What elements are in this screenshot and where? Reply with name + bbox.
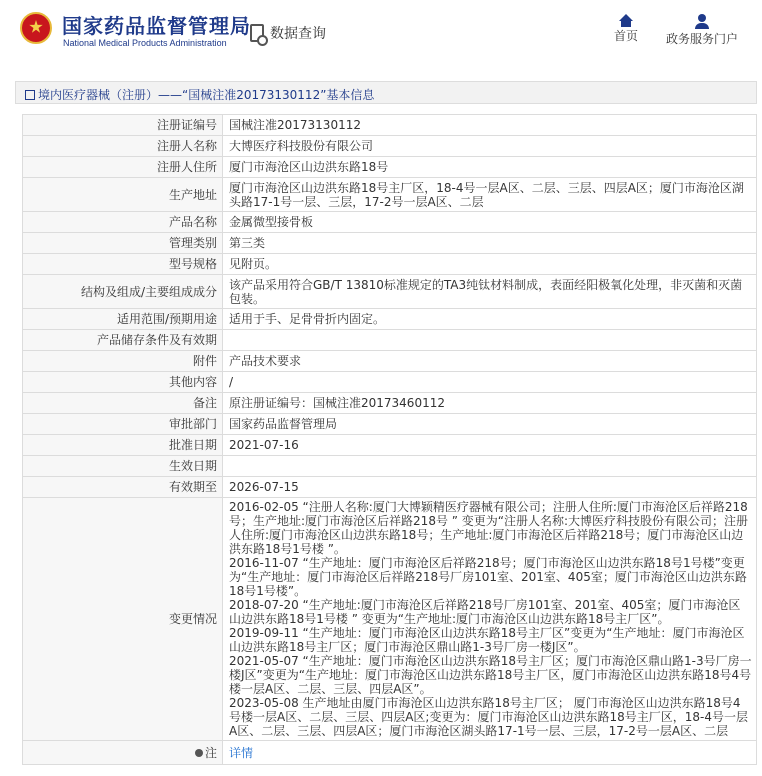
field-label: 适用范围/预期用途 xyxy=(23,309,223,330)
site-name[interactable]: 国家药品监督管理局 xyxy=(62,14,251,38)
table-row xyxy=(23,254,757,275)
change-history-text: 2016-02-05 “注册人名称:厦门大博颖精医疗器械有限公司；注册人住所:厦门市海沧区后祥路218号；生产地址:厦门市海沧区后祥路218号 ” 变更为“注册人名称:大博医疗科技股份有限公司；注册人住所:厦门市海沧区山边洪东路18号；生产地址:厦门市海沧区后祥路218号；厦门市海沧区山边洪东路18号1号楼 ”。 2016-11-07 “生产地址：厦门市海沧区后祥路218号；厦门市海沧区山边洪东路18号1号楼”变更为“生产地址：厦门市海沧区后祥路218号厂房101室、201室、405室；厦门市海沧区山边洪东路18号1号楼”。 2018-07-20 “生产地址:厦门市海沧区后祥路218号厂房101室、201室、405室；厦门市海沧区山边洪东路18号1号楼 ” 变更为“生产地址:厦门市海沧区山边洪东路18号主厂区”。 2019-09-11 “生产地址：厦门市海沧区山边洪东路18号主厂区”变更为“生产地址：厦门市海沧区山边洪东路18号主厂区；厦门市海沧区鼎山路1-3号厂房一楼J区”。 2021-05-07 “生产地址：厦门市海沧区山边洪东路18号主厂区；厦门市海沧区鼎山路1-3号厂房一楼J区”变更为“生产地址：厦门市海沧区山边洪东路18号主厂区，厦门市海沧区山边洪东路18号4号楼一层A区、二层、三层、四层A区”。 2023-05-08 生产地址由厦门市海沧区山边洪东路18号主厂区； 厦门市海沧区山边洪东路18号4号楼一层A区、二层、三层、四层A区;变更为：厦门市海沧区山边洪东路18号主厂区，18-4号一层A区、二层、三层、四层A区；厦门市海沧区湖头路17-1号一层、三层，17-2号一层A区、二层 xyxy=(223,498,757,741)
table-row xyxy=(23,393,757,414)
note-value xyxy=(223,741,757,765)
field-label: 审批部门 xyxy=(23,414,223,435)
site-name-english: National Medical Products Administration xyxy=(63,38,227,48)
field-value: 该产品采用符合GB/T 13810标准规定的TA3纯钛材料制成，表面经阳极氧化处理，非灭菌和灭菌包装。 xyxy=(223,275,757,309)
nav-service-portal[interactable] xyxy=(660,14,744,47)
field-value: 第三类 xyxy=(223,233,757,254)
table-row xyxy=(23,330,757,351)
field-label: 注册证编号 xyxy=(23,115,223,136)
field-label: 有效期至 xyxy=(23,477,223,498)
field-value: 产品技术要求 xyxy=(223,351,757,372)
field-value: 金属微型接骨板 xyxy=(223,212,757,233)
field-label: 管理类别 xyxy=(23,233,223,254)
details-link[interactable]: 详情 xyxy=(229,745,254,760)
field-label: 结构及组成/主要组成成分 xyxy=(23,275,223,309)
table-row xyxy=(23,115,757,136)
home-icon xyxy=(619,14,633,21)
field-value: 见附页。 xyxy=(223,254,757,275)
data-query-link[interactable]: 数据查询 xyxy=(270,26,326,42)
field-value xyxy=(223,330,757,351)
field-label: 产品名称 xyxy=(23,212,223,233)
field-value xyxy=(223,456,757,477)
field-label: 其他内容 xyxy=(23,372,223,393)
field-value: 厦门市海沧区山边洪东路18号主厂区，18-4号一层A区、二层、三层、四层A区；厦门市海沧区湖头路17-1号一层、三层，17-2号一层A区、二层 xyxy=(223,178,757,212)
field-label: 生产地址 xyxy=(23,178,223,212)
table-row xyxy=(23,157,757,178)
field-value: 2021-07-16 xyxy=(223,435,757,456)
nav-service-label: 政务服务门户 xyxy=(665,32,738,46)
table-row xyxy=(23,435,757,456)
field-label: 生效日期 xyxy=(23,456,223,477)
field-value: 国家药品监督管理局 xyxy=(223,414,757,435)
field-label: 注册人住所 xyxy=(23,157,223,178)
pin-icon xyxy=(195,749,203,757)
breadcrumb xyxy=(15,81,757,104)
user-icon xyxy=(698,14,706,22)
field-label: 产品储存条件及有效期 xyxy=(23,330,223,351)
field-value: 原注册证编号：国械注准20173460112 xyxy=(223,393,757,414)
field-value: 2026-07-15 xyxy=(223,477,757,498)
table-row xyxy=(23,351,757,372)
table-row xyxy=(23,178,757,212)
field-label: 变更情况 xyxy=(23,498,223,741)
nav-home[interactable] xyxy=(606,14,646,44)
table-row-changes xyxy=(23,498,757,741)
field-value: 大博医疗科技股份有限公司 xyxy=(223,136,757,157)
table-row xyxy=(23,136,757,157)
table-row xyxy=(23,212,757,233)
table-row xyxy=(23,275,757,309)
nav-home-label: 首页 xyxy=(613,29,638,43)
breadcrumb-text: 境内医疗器械（注册）——“国械注准20173130112”基本信息 xyxy=(38,88,375,102)
document-icon xyxy=(25,90,35,100)
table-row-note xyxy=(23,741,757,765)
table-row xyxy=(23,233,757,254)
table-row xyxy=(23,414,757,435)
site-header xyxy=(0,0,762,66)
field-label: 附件 xyxy=(23,351,223,372)
field-label: 备注 xyxy=(23,393,223,414)
field-value: 厦门市海沧区山边洪东路18号 xyxy=(223,157,757,178)
table-row xyxy=(23,477,757,498)
field-value: / xyxy=(223,372,757,393)
field-label: 型号规格 xyxy=(23,254,223,275)
table-row xyxy=(23,456,757,477)
field-value: 国械注准20173130112 xyxy=(223,115,757,136)
field-value: 适用于手、足骨骨折内固定。 xyxy=(223,309,757,330)
field-label: 批准日期 xyxy=(23,435,223,456)
registration-info-table xyxy=(22,114,757,765)
table-row xyxy=(23,372,757,393)
note-label xyxy=(23,741,223,765)
table-row xyxy=(23,309,757,330)
note-label-text: 注 xyxy=(204,745,217,760)
field-label: 注册人名称 xyxy=(23,136,223,157)
data-query-icon[interactable] xyxy=(250,24,264,42)
national-emblem-logo[interactable] xyxy=(20,12,52,44)
